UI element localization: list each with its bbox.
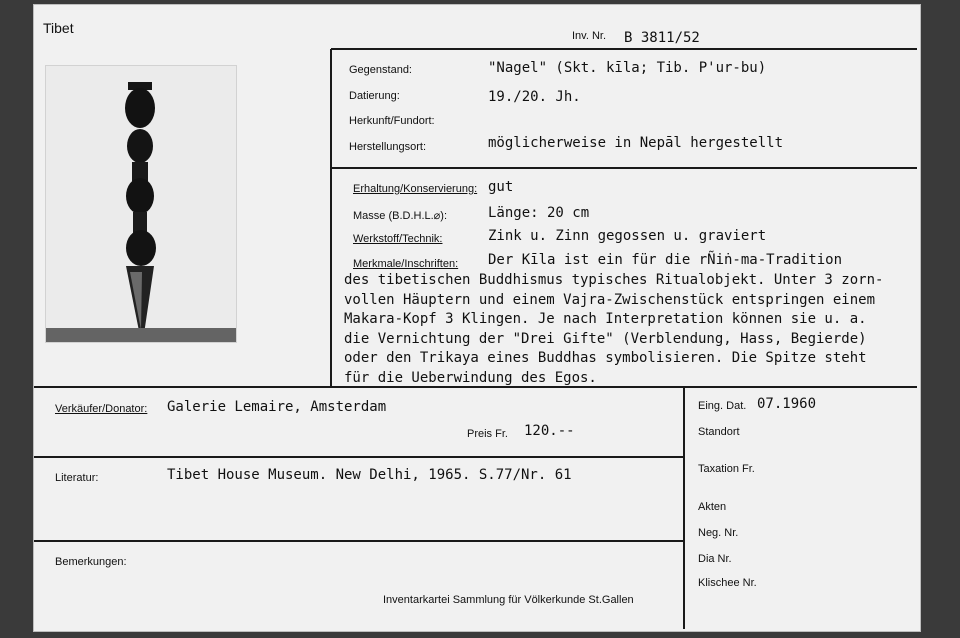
merkmale-line: für die Ueberwindung des Egos. [344, 369, 597, 386]
merkmale-description [344, 271, 910, 389]
merkmale-line: oder den Trikaya eines Buddhas symbolisieren. Die Spitze steht [344, 350, 867, 367]
rule-photo-right [330, 49, 332, 387]
preis-value: 120.-- [524, 423, 575, 439]
kila-dagger-image [46, 66, 236, 342]
rule-literature [34, 540, 684, 542]
merkmale-label [353, 258, 458, 270]
gegenstand-value: "Nagel" (Skt. kīla; Tib. P'ur-bu) [488, 60, 767, 76]
object-photo [45, 65, 237, 343]
verkaeufer-label [55, 403, 147, 415]
merkmale-line: des tibetischen Buddhismus typisches Ritualobjekt. Unter 3 zorn- [344, 272, 884, 288]
taxation-label: Taxation Fr. [698, 463, 755, 475]
inv-nr-label: Inv. Nr. [572, 30, 607, 42]
erhaltung-label: Erhaltung/Konservierung: [353, 183, 478, 195]
datierung-value: 19./20. Jh. [488, 89, 581, 105]
merkmale-line: Makara-Kopf 3 Klingen. Je nach Interpretation können sie u. a. [344, 311, 867, 328]
region-label: Tibet [43, 20, 74, 36]
werkstoff-label: Werkstoff/Technik: [353, 233, 443, 245]
eing-dat-label: Eing. Dat. [698, 400, 747, 412]
datierung-label: Datierung: [349, 90, 400, 102]
werkstoff-value: Zink u. Zinn gegossen u. graviert [488, 228, 767, 244]
merkmale-line: vollen Häuptern und einem Vajra-Zwischenstück entspringen einem [344, 291, 876, 308]
merkmale-label-text: Merkmale/Inschriften: [353, 258, 459, 270]
masse-value: Länge: 20 cm [488, 205, 590, 221]
inv-nr-value: B 3811/52 [624, 30, 700, 46]
card-footer: Inventarkartei Sammlung für Völkerkunde St.Gallen [383, 594, 634, 606]
dia-nr-label: Dia Nr. [698, 553, 732, 565]
photo-shelf [46, 328, 236, 342]
masse-label: Masse (B.D.H.L.⌀): [353, 210, 448, 222]
herstellungsort-value: möglicherweise in Nepāl hergestellt [488, 135, 784, 151]
klischee-nr-label: Klischee Nr. [698, 577, 757, 589]
herkunft-label: Herkunft/Fundort: [349, 115, 435, 127]
akten-label: Akten [698, 501, 727, 513]
verkaeufer-label-text: Verkäufer/Donator: [55, 403, 148, 415]
standort-label: Standort [698, 426, 740, 438]
eing-dat-value: 07.1960 [757, 396, 817, 412]
rule-sidebar-left [683, 387, 685, 629]
bemerkungen-label: Bemerkungen: [55, 556, 127, 568]
rule-seller [34, 456, 684, 458]
neg-nr-label: Neg. Nr. [698, 527, 739, 539]
rule-top [331, 48, 917, 50]
rule-object [331, 167, 917, 169]
merkmale-first-line: Der Kīla ist ein für die rÑiṅ-ma-Tradition [488, 252, 843, 268]
preis-label: Preis Fr. [467, 428, 508, 440]
verkaeufer-value: Galerie Lemaire, Amsterdam [167, 399, 387, 415]
merkmale-line: die Vernichtung der "Drei Gifte" (Verblendung, Hass, Begierde) [344, 330, 867, 347]
literatur-label: Literatur: [55, 472, 99, 484]
literatur-value: Tibet House Museum. New Delhi, 1965. S.77/Nr. 61 [167, 467, 572, 483]
erhaltung-value: gut [488, 179, 514, 195]
inventory-card [33, 4, 921, 632]
gegenstand-label: Gegenstand: [349, 64, 412, 76]
herstellungsort-label: Herstellungsort: [349, 141, 427, 153]
